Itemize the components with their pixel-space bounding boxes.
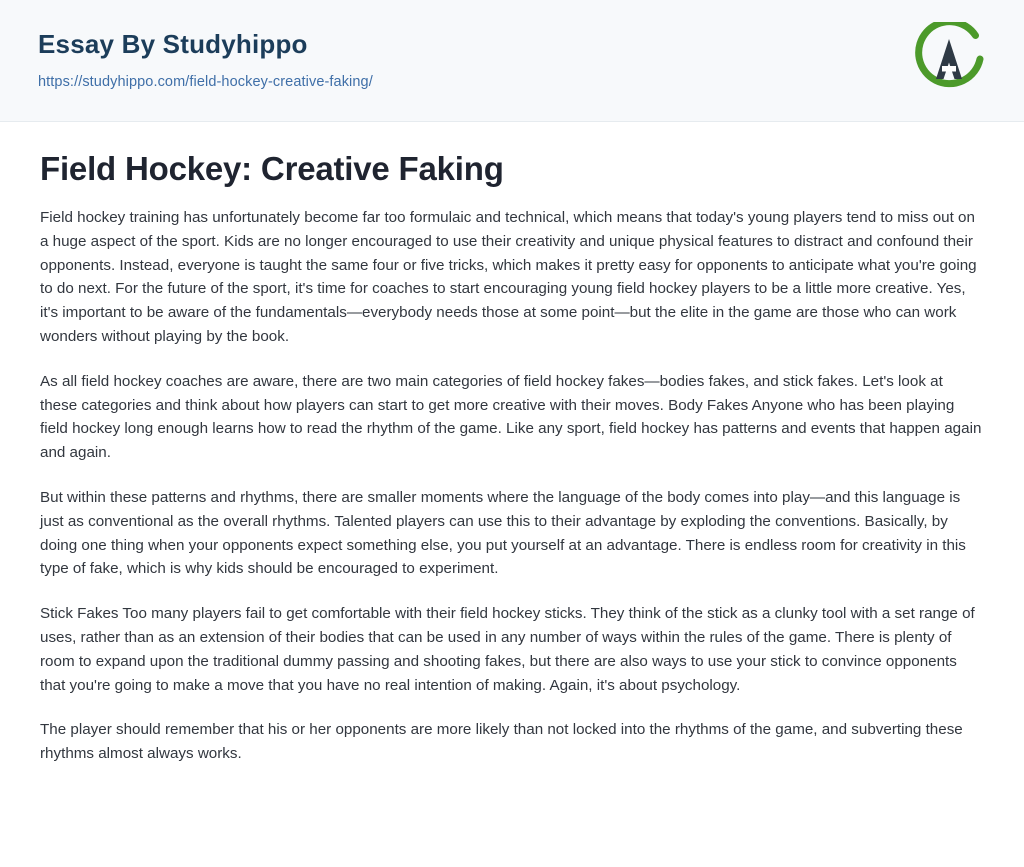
studyhippo-a-logo-icon — [912, 22, 986, 96]
article-paragraph: As all field hockey coaches are aware, there are two main categories of field hockey fakes—bodies fakes, and stick fakes. Let's look at these categories and think about how players can start to get more creative with their moves. Body Fakes Anyone who has been playing field hockey long enough learns how to read the rhythm of the game. Like any sport, field hockey has patterns and events that happen again and again. — [40, 372, 982, 462]
source-url-link[interactable]: https://studyhippo.com/field-hockey-creative-faking/ — [38, 73, 373, 90]
article-paragraph: The player should remember that his or her opponents are more likely than not locked into the rhythms of the game, and subverting these rhythms almost always works. — [40, 721, 963, 763]
site-header — [0, 0, 1024, 122]
page-title: Field Hockey: Creative Faking — [40, 150, 504, 187]
article-body — [0, 122, 1024, 766]
article-paragraph: But within these patterns and rhythms, there are smaller moments where the language of the body comes into play—and this language is just as conventional as the overall rhythms. Talented players can use this to their advantage by exploding the conventions. Basically, by doing one thing when your opponents expect something else, you put yourself at an advantage. There is endless room for creativity in this type of fake, which is why kids should be encouraged to experiment. — [40, 488, 966, 578]
article-paragraph: Field hockey training has unfortunately become far too formulaic and technical, which means that today's young players tend to miss out on a huge aspect of the sport. Kids are no longer encouraged to use their creativity and unique physical features to distract and confound their opponents. Instead, everyone is taught the same four or five tricks, which makes it pretty easy for opponents to anticipate what you're going to do next. For the future of the sport, it's time for coaches to start encouraging young field hockey players to be a little more creative. Yes, it's important to be aware of the fundamentals—everybody needs those at some point—but the elite in the game are those who can work wonders without playing by the book. — [40, 209, 977, 345]
article-paragraph: Stick Fakes Too many players fail to get comfortable with their field hockey sticks. They think of the stick as a clunky tool with a set range of uses, rather than as an extension of their bodies that can be used in any number of ways within the rules of the game. There is plenty of room to expand upon the traditional dummy passing and shooting fakes, but there are also ways to use your stick to convince opponents that you're going to make a move that you have no real intention of making. Again, it's about psychology. — [40, 605, 975, 694]
brand-title: Essay By Studyhippo — [38, 29, 308, 59]
